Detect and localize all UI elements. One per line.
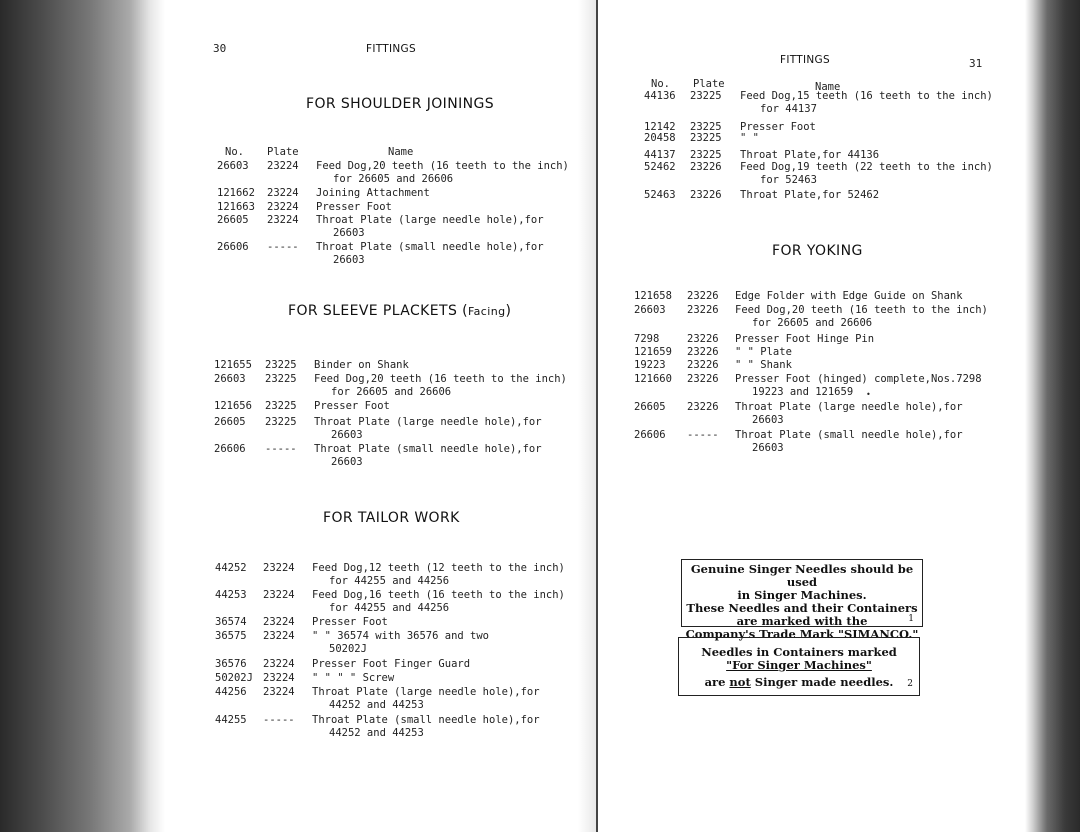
row-part-name: Presser Foot xyxy=(312,616,388,628)
section-title-tailor-work: FOR TAILOR WORK xyxy=(323,510,460,526)
row-plate-number: ----- xyxy=(687,429,719,441)
row-part-name-continued: 44252 and 44253 xyxy=(329,727,424,739)
row-part-name-continued: for 26605 and 26606 xyxy=(752,317,873,329)
notice2-line3-pre: are xyxy=(704,675,730,689)
notice2-line3-not: not xyxy=(729,675,751,689)
row-part-number: 44137 xyxy=(644,149,676,161)
row-part-number: 26606 xyxy=(217,241,249,253)
left-page-number: 30 xyxy=(213,42,227,55)
row-part-name-continued: 26603 xyxy=(333,254,365,266)
row-plate-number: 23224 xyxy=(263,616,295,628)
row-part-name-continued: 26603 xyxy=(331,456,363,468)
row-part-number: 26605 xyxy=(634,401,666,413)
row-plate-number: 23224 xyxy=(263,589,295,601)
right-binding-edge xyxy=(1025,0,1080,832)
row-part-name: Presser Foot Finger Guard xyxy=(312,658,471,670)
row-plate-number: 23226 xyxy=(690,161,722,173)
header-no: No. xyxy=(225,146,244,158)
row-part-number: 44252 xyxy=(215,562,247,574)
gutter-line xyxy=(596,0,598,832)
row-plate-number: 23225 xyxy=(690,90,722,102)
row-part-name: Feed Dog,15 teeth (16 teeth to the inch) xyxy=(740,90,993,102)
right-header-name: Name xyxy=(815,81,841,93)
row-part-name-continued: 26603 xyxy=(752,442,784,454)
notice1-line5: Company's Trade Mark "SIMANCO." xyxy=(685,627,919,641)
row-part-name: Feed Dog,20 teeth (16 teeth to the inch) xyxy=(735,304,988,316)
row-part-name: Throat Plate (large needle hole),for xyxy=(314,416,542,428)
row-plate-number: 23224 xyxy=(267,214,299,226)
row-part-name-continued: 44252 and 44253 xyxy=(329,699,424,711)
row-part-name: Joining Attachment xyxy=(316,187,430,199)
row-part-name: Throat Plate (small needle hole),for xyxy=(735,429,963,441)
row-part-name: Throat Plate (large needle hole),for xyxy=(316,214,544,226)
row-part-number: 121659 xyxy=(634,346,672,358)
row-part-number: 121656 xyxy=(214,400,252,412)
row-plate-number: 23225 xyxy=(265,359,297,371)
row-part-number: 121663 xyxy=(217,201,255,213)
row-part-number: 44256 xyxy=(215,686,247,698)
row-part-name-continued: 26603 xyxy=(752,414,784,426)
right-running-head: FITTINGS xyxy=(780,54,830,66)
row-part-name-continued: for 44255 and 44256 xyxy=(329,602,450,614)
row-part-name: Throat Plate (small needle hole),for xyxy=(316,241,544,253)
row-plate-number: 23224 xyxy=(263,672,295,684)
row-part-name-continued: for 26605 and 26606 xyxy=(331,386,452,398)
right-header-plate: Plate xyxy=(693,78,725,90)
row-part-name-continued: for 44137 xyxy=(760,103,817,115)
row-part-number: 36576 xyxy=(215,658,247,670)
row-part-name: Feed Dog,12 teeth (12 teeth to the inch) xyxy=(312,562,565,574)
row-part-name-continued: for 26605 and 26606 xyxy=(333,173,454,185)
row-plate-number: 23225 xyxy=(265,416,297,428)
notice2-line3-post: Singer made needles. xyxy=(750,675,894,689)
row-part-name: " " Shank xyxy=(735,359,792,371)
row-part-number: 26605 xyxy=(217,214,249,226)
row-plate-number: ----- xyxy=(265,443,297,455)
row-plate-number: 23226 xyxy=(687,333,719,345)
row-part-name-continued: for 52463 xyxy=(760,174,817,186)
row-part-number: 50202J xyxy=(215,672,253,684)
row-plate-number: ----- xyxy=(267,241,299,253)
notice1-line3: These Needles and their Containers xyxy=(686,601,918,615)
row-part-name: Presser Foot xyxy=(740,121,816,133)
facing-label: Facing xyxy=(467,305,506,318)
row-part-name: Presser Foot xyxy=(314,400,390,412)
row-part-name: Presser Foot xyxy=(316,201,392,213)
row-plate-number: 23224 xyxy=(263,658,295,670)
row-plate-number: 23225 xyxy=(690,149,722,161)
row-part-number: 121655 xyxy=(214,359,252,371)
row-plate-number: 23224 xyxy=(263,686,295,698)
stray-mark: • xyxy=(866,390,871,399)
row-part-name: Throat Plate,for 44136 xyxy=(740,149,880,161)
row-part-number: 44253 xyxy=(215,589,247,601)
row-part-number: 44136 xyxy=(644,90,676,102)
row-part-name: Throat Plate (small needle hole),for xyxy=(312,714,540,726)
section-title-yoking: FOR YOKING xyxy=(772,243,863,259)
row-part-number: 121662 xyxy=(217,187,255,199)
row-plate-number: 23226 xyxy=(687,346,719,358)
notice2-number: 2 xyxy=(907,679,913,689)
notice1-line1: Genuine Singer Needles should be used xyxy=(690,562,914,589)
notice-containers-marked xyxy=(678,637,920,696)
row-plate-number: 23226 xyxy=(687,401,719,413)
notice2-line1: Needles in Containers marked xyxy=(701,645,897,659)
row-plate-number: 23226 xyxy=(687,373,719,385)
notice-genuine-needles xyxy=(681,559,923,641)
header-plate: Plate xyxy=(267,146,299,158)
notice1-number: 1 xyxy=(908,614,914,624)
notice2-line2: "For Singer Machines" xyxy=(726,658,872,672)
row-part-name: Feed Dog,20 teeth (16 teeth to the inch) xyxy=(314,373,567,385)
row-part-name: " " Plate xyxy=(735,346,792,358)
row-plate-number: 23226 xyxy=(690,189,722,201)
sleeve-plackets-title-text: FOR SLEEVE PLACKETS ( xyxy=(288,303,468,319)
row-part-name-continued: for 44255 and 44256 xyxy=(329,575,450,587)
row-part-number: 26606 xyxy=(634,429,666,441)
row-part-name: Feed Dog,20 teeth (16 teeth to the inch) xyxy=(316,160,569,172)
row-part-name: Throat Plate,for 52462 xyxy=(740,189,880,201)
row-part-name: " " " " Screw xyxy=(312,672,395,684)
row-part-name: " " 36574 with 36576 and two xyxy=(312,630,490,642)
row-plate-number: 23225 xyxy=(690,121,722,133)
row-part-number: 44255 xyxy=(215,714,247,726)
row-part-name: Feed Dog,16 teeth (16 teeth to the inch) xyxy=(312,589,565,601)
notice1-line2: in Singer Machines. xyxy=(737,588,867,602)
row-plate-number: 23225 xyxy=(265,400,297,412)
section-title-shoulder-joinings: FOR SHOULDER JOININGS xyxy=(306,96,495,112)
row-part-number: 36575 xyxy=(215,630,247,642)
row-part-number: 36574 xyxy=(215,616,247,628)
row-part-number: 7298 xyxy=(634,333,660,345)
row-part-name: Binder on Shank xyxy=(314,359,409,371)
row-part-name-continued: 50202J xyxy=(329,643,367,655)
row-plate-number: ----- xyxy=(263,714,295,726)
gutter-shade xyxy=(578,0,596,832)
row-part-number: 121660 xyxy=(634,373,672,385)
row-part-name-continued: 26603 xyxy=(331,429,363,441)
row-part-name: Throat Plate (large needle hole),for xyxy=(312,686,540,698)
left-binding-edge xyxy=(0,0,165,832)
right-header-no: No. xyxy=(651,78,670,90)
row-part-number: 121658 xyxy=(634,290,672,302)
row-part-name: " " xyxy=(740,132,759,144)
row-part-number: 52462 xyxy=(644,161,676,173)
right-page-number: 31 xyxy=(969,57,983,70)
header-name: Name xyxy=(388,146,414,158)
row-part-number: 52463 xyxy=(644,189,676,201)
row-part-number: 26603 xyxy=(634,304,666,316)
row-plate-number: 23224 xyxy=(263,630,295,642)
notice1-line4: are marked with the xyxy=(736,614,868,628)
row-part-name: Throat Plate (large needle hole),for xyxy=(735,401,963,413)
row-plate-number: 23224 xyxy=(267,160,299,172)
row-part-number: 26606 xyxy=(214,443,246,455)
left-running-head: FITTINGS xyxy=(366,43,416,55)
row-plate-number: 23226 xyxy=(687,290,719,302)
row-part-name: Presser Foot Hinge Pin xyxy=(735,333,875,345)
row-plate-number: 23224 xyxy=(267,201,299,213)
row-part-number: 26605 xyxy=(214,416,246,428)
sleeve-plackets-title-close: ) xyxy=(505,303,512,319)
row-part-number: 19223 xyxy=(634,359,666,371)
row-part-number: 20458 xyxy=(644,132,676,144)
row-part-name-continued: 19223 and 121659 xyxy=(752,386,854,398)
row-part-number: 26603 xyxy=(217,160,249,172)
row-part-name-continued: 26603 xyxy=(333,227,365,239)
row-plate-number: 23226 xyxy=(687,359,719,371)
row-part-name: Edge Folder with Edge Guide on Shank xyxy=(735,290,963,302)
row-plate-number: 23225 xyxy=(265,373,297,385)
row-part-number: 26603 xyxy=(214,373,246,385)
row-part-name: Feed Dog,19 teeth (22 teeth to the inch) xyxy=(740,161,993,173)
row-part-number: 12142 xyxy=(644,121,676,133)
row-part-name: Throat Plate (small needle hole),for xyxy=(314,443,542,455)
notice2-line3 xyxy=(679,676,919,689)
section-title-sleeve-plackets xyxy=(288,303,511,319)
row-part-name: Presser Foot (hinged) complete,Nos.7298 xyxy=(735,373,982,385)
row-plate-number: 23225 xyxy=(690,132,722,144)
row-plate-number: 23226 xyxy=(687,304,719,316)
row-plate-number: 23224 xyxy=(263,562,295,574)
row-plate-number: 23224 xyxy=(267,187,299,199)
